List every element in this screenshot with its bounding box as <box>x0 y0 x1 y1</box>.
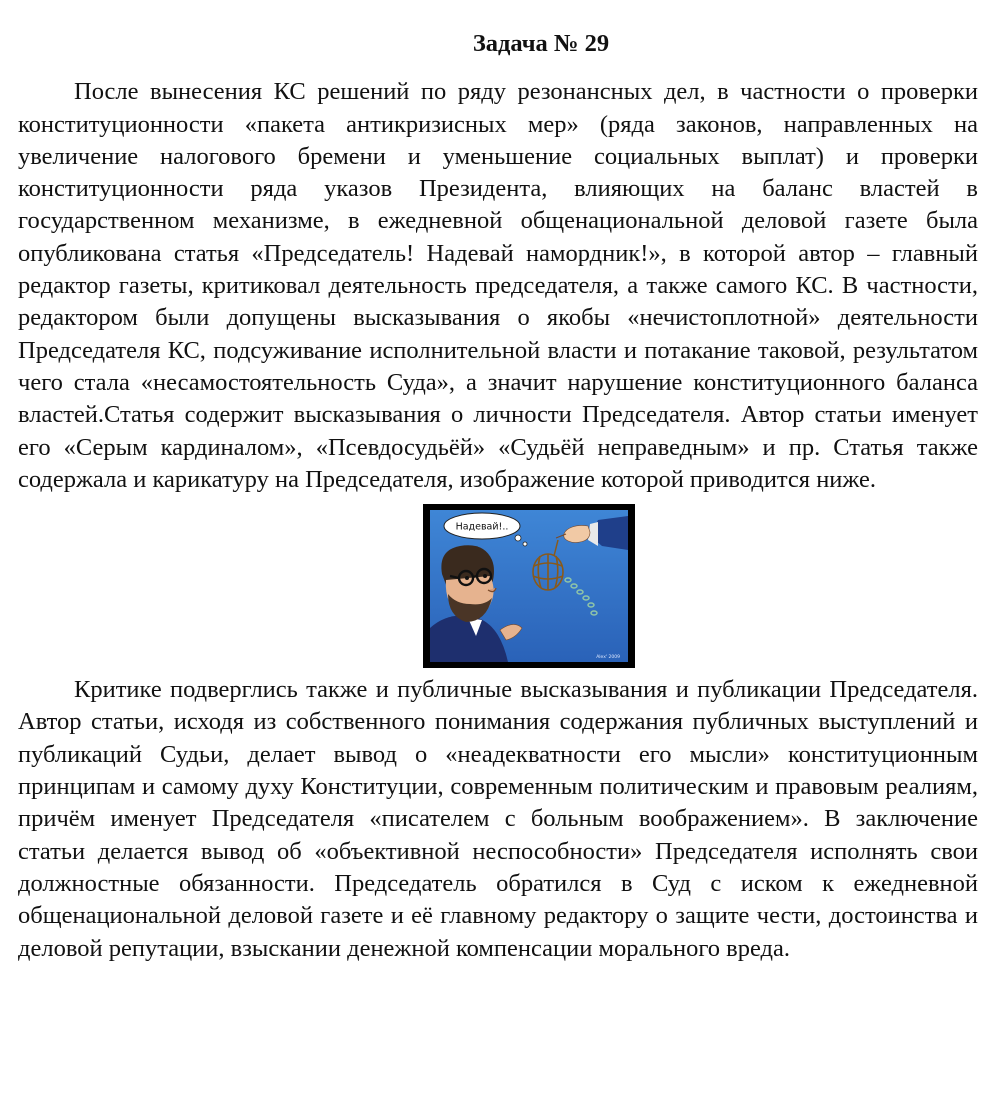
caricature-figure <box>18 504 978 668</box>
paragraph-2: Критике подверглись также и публичные высказывания и публикации Председателя. Автор статьи, исходя из собственного понимания содержания публичных выступлений и публикаций Судьи, делает вывод о «неадекватности его мысли» конституционным принципам и самому духу Конституции, современным политическим и правовым реалиям, причём именует Председателя «писателем с больным воображением». В заключение статьи делается вывод об «объективной неспособности» Председателя исполнять свои должностные обязанности. Председатель обратился в Суд с иском к ежедневной общенациональной деловой газете и её главному редактору о защите чести, достоинства и деловой репутации, взыскании денежной компенсации морального вреда. <box>18 676 978 962</box>
document-page <box>18 28 978 965</box>
caricature-image <box>423 504 635 668</box>
paragraph-1: После вынесения КС решений по ряду резонансных дел, в частности о проверки конституционности «пакета антикризисных мер» (ряда законов, направленных на увеличение налогового бремени и уменьшение социальных выплат) и проверки конституционности ряда указов Президента, влияющих на баланс властей в государственном механизме, в ежедневной общенациональной деловой газете была опубликована статья «Председатель! Надевай намордник!», в которой автор – главный редактор газеты, критиковал деятельность председателя, а также самого КС. В частности, редактором были допущены высказывания о якобы «нечистоплотной» деятельности Председателя КС, подсуживание исполнительной власти и потакание таковой, результатом чего стала «несамостоятельность Суда», а значит нарушение конституционного баланса властей.Статья содержит высказывания о личности Председателя. Автор статьи именует его «Серым кардиналом», «Псевдосудьёй» «Судьёй неправедным» и пр. Статья также содержала и карикатуру на Председателя, изображение которой приводится ниже. <box>18 78 978 493</box>
caricature-signature: Alex' 2009 <box>596 655 620 661</box>
task-title: Задача № 29 <box>472 30 610 57</box>
speech-bubble-text: Надевай!.. <box>455 521 509 533</box>
